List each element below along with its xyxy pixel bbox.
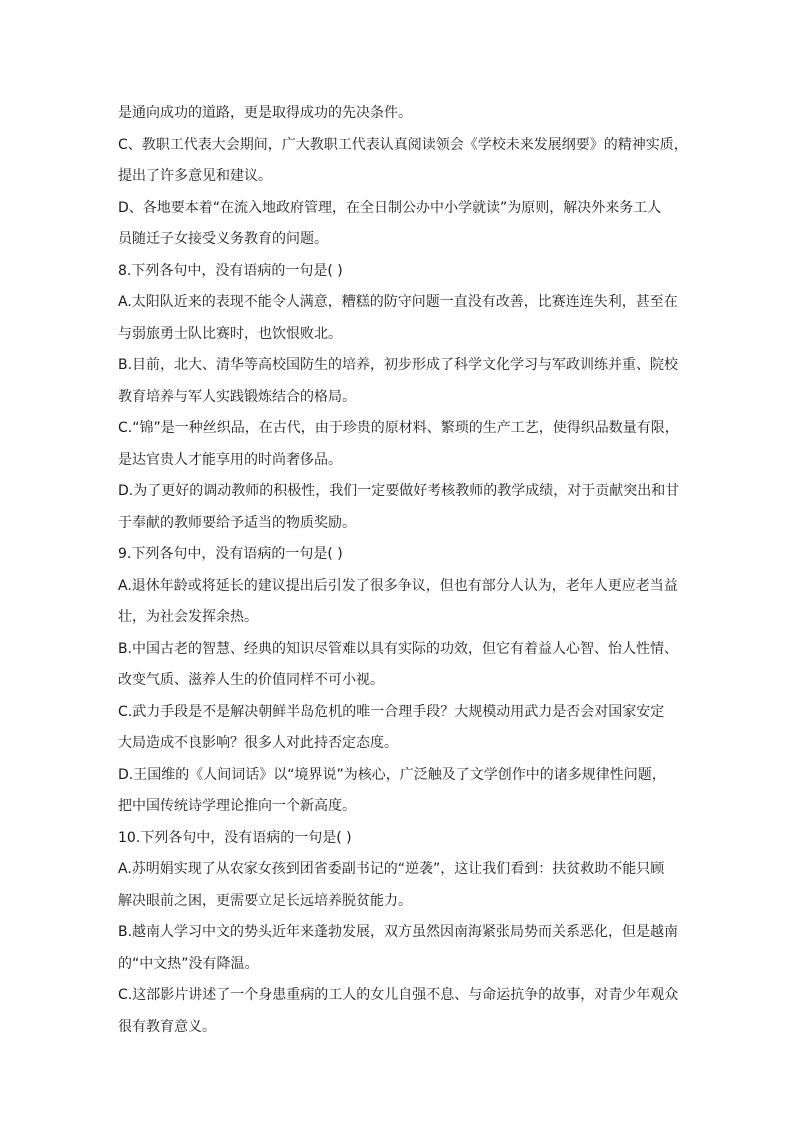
text-line: 改变气质、滋养人生的价值同样不可小视。 bbox=[118, 672, 384, 688]
text-line: D、各地要本着“在流入地政府管理，在全日制公办中小学就读”为原则，解决外来务工人 bbox=[118, 199, 662, 216]
text-line: C.“锦”是一种丝织品，在古代，由于珍贵的原材料、繁琐的生产工艺，使得织品数量有限， bbox=[118, 420, 679, 436]
text-line: D.王国维的《人间词话》以“境界说”为核心，广泛触及了文学创作中的诸多规律性问题， bbox=[118, 766, 666, 783]
text-line: 提出了许多意见和建议。 bbox=[118, 168, 272, 184]
text-line: B.目前，北大、清华等高校国防生的培养，初步形成了科学文化学习与军政训练并重、院校 bbox=[118, 357, 679, 373]
text-line: 解决眼前之困，更需要立足长远培养脱贫能力。 bbox=[118, 892, 412, 909]
question-text-block bbox=[118, 98, 688, 1043]
text-line: C.武力手段是不是解决朝鲜半岛危机的唯一合理手段？大规模动用武力是否会对国家安定 bbox=[118, 703, 665, 720]
text-line: 于奉献的教师要给予适当的物质奖励。 bbox=[118, 514, 356, 531]
question-heading: 8.下列各句中，没有语病的一句是( ) bbox=[118, 262, 343, 279]
text-line: 把中国传统诗学理论推向一个新高度。 bbox=[118, 798, 356, 814]
text-line: 教育培养与军人实践锻炼结合的格局。 bbox=[118, 388, 356, 405]
text-line: 与弱旅勇士队比赛时，也饮恨败北。 bbox=[118, 325, 342, 342]
text-line: 是通向成功的道路，更是取得成功的先决条件。 bbox=[118, 105, 412, 121]
text-line: 壮，为社会发挥余热。 bbox=[118, 609, 258, 625]
text-line: D.为了更好的调动教师的积极性，我们一定要做好考核教师的教学成绩，对于贡献突出和甘 bbox=[118, 483, 680, 499]
text-line: 员随迁子女接受义务教育的问题。 bbox=[118, 231, 328, 247]
text-line: 是达官贵人才能享用的时尚奢侈品。 bbox=[118, 451, 342, 468]
question-heading: 10.下列各句中，没有语病的一句是( ) bbox=[118, 829, 352, 846]
text-line: A.太阳队近来的表现不能令人满意，糟糕的防守问题一直没有改善，比赛连连失利，甚至在 bbox=[118, 294, 678, 310]
text-line: B.中国古老的智慧、经典的知识尽管难以具有实际的功效，但它有着益人心智、怡人性情、 bbox=[118, 640, 679, 657]
text-line: 很有教育意义。 bbox=[118, 1018, 216, 1035]
text-line: B.越南人学习中文的势头近年来蓬勃发展，双方虽然因南海紧张局势而关系恶化，但是越南 bbox=[118, 924, 679, 940]
text-line: A.退休年龄或将延长的建议提出后引发了很多争议，但也有部分人认为，老年人更应老当益 bbox=[118, 577, 678, 594]
text-line: 的“中文热”没有降温。 bbox=[118, 955, 259, 972]
text-line: C、教职工代表大会期间，广大教职工代表认真阅读领会《学校未来发展纲要》的精神实质， bbox=[118, 136, 688, 153]
question-heading: 9.下列各句中，没有语病的一句是( ) bbox=[118, 546, 343, 562]
text-line: A.苏明娟实现了从农家女孩到团省委副书记的“逆袭”，这让我们看到：扶贫救助不能只顾 bbox=[118, 861, 665, 877]
text-line: 大局造成不良影响？很多人对此持否定态度。 bbox=[118, 735, 398, 751]
text-line: C.这部影片讲述了一个身患重病的工人的女儿自强不息、与命运抗争的故事，对青少年观众 bbox=[118, 987, 679, 1003]
